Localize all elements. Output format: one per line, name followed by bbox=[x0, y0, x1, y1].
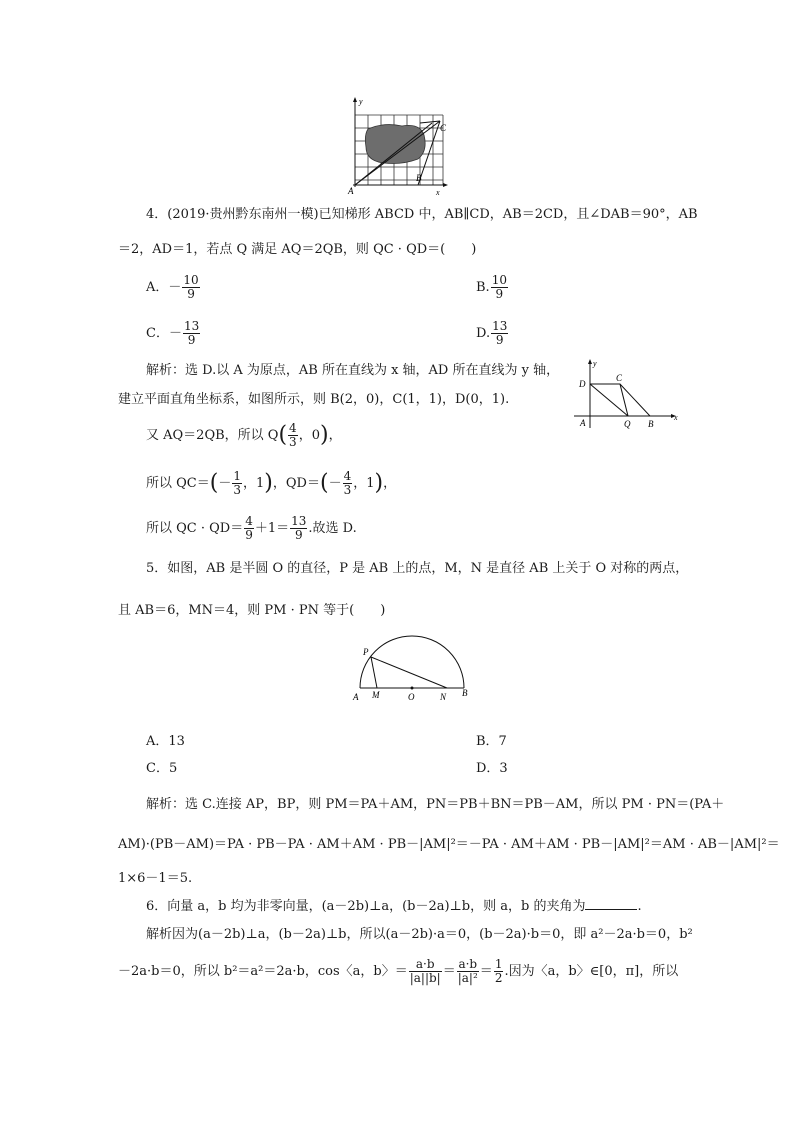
label-A: A bbox=[348, 186, 354, 196]
q4-sol4-num2: 4 bbox=[343, 469, 352, 483]
q5-option-d: D．3 bbox=[476, 761, 508, 776]
q6-solution-line1: 解析因为(a－2b)⊥a，(b－2a)⊥b，所以(a－2b)·a＝0，(b－2a)·b＝0，即 a²－2a·b＝0，b² bbox=[146, 927, 693, 942]
q4-solution-line2: 建立平面直角坐标系，如图所示，则 B(2，0)，C(1，1)，D(0，1). bbox=[118, 392, 510, 407]
q5-solution-line3: 1×6－1＝5. bbox=[118, 871, 193, 886]
label-C: C bbox=[440, 123, 447, 133]
q5-fig-label-P: P bbox=[363, 647, 369, 657]
q4-option-d bbox=[476, 320, 509, 347]
q4-fig-label-C: C bbox=[616, 373, 623, 383]
q6-sol2-den2: |a|² bbox=[457, 971, 478, 985]
q5-fig-label-B: B bbox=[462, 688, 468, 698]
q4-sol3-den: 3 bbox=[289, 435, 297, 449]
q4-solution-line3: 又 AQ＝2QB，所以 Q( $\frac{4}{3}$ ，0)， bbox=[146, 421, 342, 449]
q4-fig-label-Q: Q bbox=[624, 419, 631, 429]
q5-fig-label-M: M bbox=[372, 690, 380, 700]
q5-fig-label-N: N bbox=[440, 692, 447, 702]
q4-solution-line4: 所以 QC＝(－ $\frac{1}{3}$ ，1)，QD＝(－ $\frac{4}{3}$ ，1)， bbox=[146, 469, 397, 497]
q5-option-b: B．7 bbox=[476, 734, 507, 749]
q4-option-d-label: D. bbox=[476, 326, 491, 341]
figure-semicircle bbox=[350, 630, 475, 702]
q4-fig-label-A: A bbox=[580, 418, 586, 428]
q4-solution-line1: 解析：选 D.以 A 为原点，AB 所在直线为 x 轴，AD 所在直线为 y 轴， bbox=[146, 363, 560, 378]
q4-sol3-tail: ，0 bbox=[298, 428, 320, 443]
q4-sol4-num1: 1 bbox=[233, 469, 241, 483]
q4-sol3-text: 又 AQ＝2QB，所以 Q bbox=[146, 428, 279, 443]
q6-sol2-den1: |a||b| bbox=[409, 971, 441, 985]
q5-solution-line1: 解析：选 C.连接 AP，BP，则 PM＝PA＋AM，PN＝PB＋BN＝PB－AM，所以 PM · PN＝(PA＋ bbox=[146, 797, 725, 812]
q5-solution-line2: AM)·(PB－AM)＝PA · PB－PA · AM＋AM · PB－|AM|²＝－PA · AM＋AM · PB－|AM|²＝AM · AB－|AM|²＝ bbox=[118, 837, 780, 852]
q6-sol2-num2: a·b bbox=[458, 957, 478, 971]
q4-option-a-den: 9 bbox=[187, 287, 195, 301]
q4-sol5-text: 所以 QC · QD＝ bbox=[146, 521, 244, 536]
label-y: y bbox=[359, 97, 363, 106]
q4-option-b-num: 10 bbox=[491, 273, 507, 287]
q6-sol2-tail: .因为〈a，b〉∈[0，π]，所以 bbox=[504, 964, 679, 979]
q4-option-c-label: C．－ bbox=[146, 326, 182, 341]
q4-fig-label-y: y bbox=[593, 359, 597, 368]
q5-option-a: A．13 bbox=[146, 734, 185, 749]
q6-sol2-text: －2a·b＝0，所以 b²＝a²＝2a·b，cos〈a，b〉＝ bbox=[118, 964, 408, 979]
q4-option-c-num: 13 bbox=[183, 319, 200, 333]
q4-sol5-den1: 9 bbox=[245, 528, 253, 542]
q4-sol4-text: 所以 QC＝ bbox=[146, 476, 210, 491]
q4-fig-label-x: x bbox=[674, 413, 678, 422]
ink-blot bbox=[365, 125, 425, 164]
q4-sol4-den1: 3 bbox=[233, 483, 241, 497]
q6-solution-line2 bbox=[118, 958, 678, 985]
q5-stem-line1: 5．如图，AB 是半圆 O 的直径，P 是 AB 上的点，M，N 是直径 AB 上关于 O 对称的两点， bbox=[146, 561, 689, 576]
q4-sol4-den2: 3 bbox=[343, 483, 352, 497]
q4-option-a bbox=[146, 274, 201, 301]
q5-option-c: C．5 bbox=[146, 761, 178, 776]
q6-stem bbox=[146, 898, 642, 916]
q4-option-c bbox=[146, 320, 201, 347]
q4-option-d-num: 13 bbox=[492, 319, 508, 333]
q5-stem-line2: 且 AB＝6，MN＝4，则 PM · PN 等于( ) bbox=[118, 603, 386, 618]
q4-option-b bbox=[476, 274, 509, 301]
q4-option-b-den: 9 bbox=[495, 287, 504, 301]
q6-stem-end: . bbox=[637, 899, 642, 914]
q4-sol4-b: ，1 bbox=[243, 476, 265, 491]
q4-stem-line1: 4．(2019·贵州黔东南州一模)已知梯形 ABCD 中，AB∥CD，AB＝2CD，且∠DAB＝90°，AB bbox=[146, 207, 698, 222]
q4-fig-label-D: D bbox=[579, 379, 586, 389]
q4-option-b-label: B. bbox=[476, 280, 490, 295]
q6-stem-text: 6．向量 a，b 均为非零向量，(a－2b)⊥a，(b－2a)⊥b，则 a，b 的夹角为 bbox=[146, 899, 586, 914]
q4-option-a-num: 10 bbox=[183, 273, 199, 287]
q5-fig-label-A: A bbox=[353, 692, 359, 702]
q4-sol4-e: ，1 bbox=[353, 476, 375, 491]
figure-grid-trapezoid bbox=[340, 95, 450, 195]
q6-sol2-eq: ＝ bbox=[442, 964, 456, 979]
q6-sol2-num3: 1 bbox=[494, 957, 503, 971]
q4-fig-label-B: B bbox=[648, 419, 654, 429]
q4-sol4-f: ， bbox=[383, 476, 397, 491]
figure-q4-coordinates bbox=[570, 358, 682, 433]
q4-sol5-num2: 13 bbox=[291, 514, 307, 528]
q4-sol5-num1: 4 bbox=[245, 514, 253, 528]
q6-sol2-den3: 2 bbox=[494, 971, 503, 985]
q6-sol2-eq2: ＝ bbox=[479, 964, 493, 979]
q6-answer-blank[interactable] bbox=[585, 909, 637, 910]
label-B: B bbox=[416, 173, 422, 183]
q6-sol2-num1: a·b bbox=[409, 958, 442, 972]
q4-sol5-den2: 9 bbox=[294, 528, 303, 542]
q4-option-a-label: A．－ bbox=[146, 280, 182, 295]
q4-sol5-c: .故选 D. bbox=[308, 521, 357, 536]
q4-solution-line5 bbox=[146, 515, 357, 542]
q5-fig-label-O: O bbox=[408, 692, 415, 702]
q4-sol4-c: ，QD＝ bbox=[272, 476, 320, 491]
q4-option-c-den: 9 bbox=[187, 333, 196, 347]
q4-option-d-den: 9 bbox=[495, 333, 504, 347]
q4-stem-line2: ＝2，AD＝1，若点 Q 满足 AQ＝2QB，则 QC · QD＝( ) bbox=[118, 242, 477, 257]
q4-sol3-num: 4 bbox=[289, 421, 297, 435]
label-x: x bbox=[436, 188, 440, 197]
q4-sol5-b: ＋1＝ bbox=[254, 521, 290, 536]
